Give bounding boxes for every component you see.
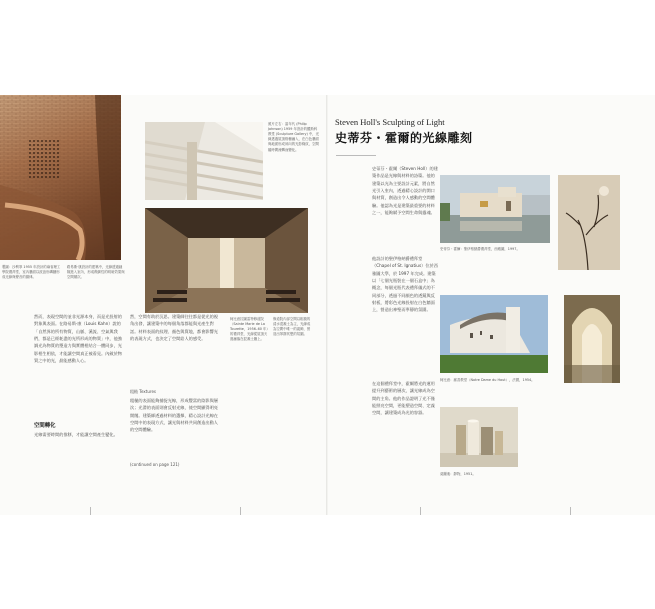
left-page bbox=[0, 95, 327, 515]
chapel-caption: 史蒂芬・霍爾：聖伊格納爵禮拜堂，西雅圖，1997。 bbox=[440, 247, 520, 251]
ronchamp-interior-photo bbox=[564, 295, 620, 383]
trim-mark bbox=[420, 507, 421, 515]
section-heading: 空間轉化 bbox=[34, 423, 56, 429]
trim-mark bbox=[240, 507, 241, 515]
brick-wall-photo bbox=[0, 95, 121, 260]
right-body-3: 在這個禮拜堂中，霍爾將光的運用提升到藝術的層次，讓光線成為空間的主角。他的作品證明了光不僅能照亮空間，更能塑造空間、定義空間，讓建築成為光的容器。 bbox=[372, 381, 435, 416]
right-body-1: 史蒂芬・霍爾（Steven Holl）的建築作品是光線與材料的詩篇。他的建築以光為主要設計元素，將自然光引入室內，透過精心設計的開口與材質，創造出令人感動的空間體驗。他認為光是建築最重要的材料之一，能夠賦予空間生命與靈魂。 bbox=[372, 166, 438, 216]
english-title: Steven Holl's Sculpting of Light bbox=[335, 117, 445, 127]
monastery-caption: 柯比意拉圖雷特修道院（Sainte Marie de La Tourette，1956–60 年）的禮拜堂，光線從屋頂天窗灑落在混凝土牆上。 bbox=[230, 317, 270, 342]
continued-note: (continued on page 121) bbox=[130, 462, 180, 467]
johnson-caption: 路易斯·康設計的建築中，光線透過縫隙進入室內，形成戲劇性的明暗效果與空間層次。 bbox=[67, 265, 125, 280]
sketch-photo bbox=[558, 175, 620, 270]
body-column-2: 然，空間有助於沉思。建築師往往都是從光的視角出發，讓建築中的每個角落都能與光產生對話。材料表面的紋理、顏色與質地，都會影響光的表現方式，也決定了空間給人的感受。 bbox=[130, 314, 218, 342]
ronchamp-photo bbox=[440, 295, 548, 373]
page-rule bbox=[336, 155, 376, 156]
book-spread bbox=[0, 95, 655, 515]
morandi-still-life-photo bbox=[440, 407, 518, 467]
monastery-caption-2: 修道院內部空間以粗糙的清水混凝土為主，光線成為空間中唯一的裝飾，營造出寧靜冥想的氛圍。 bbox=[273, 317, 311, 337]
morandi-caption: 莫蘭迪：靜物，1951。 bbox=[440, 472, 476, 476]
trim-mark bbox=[90, 507, 91, 515]
textures-heading: 粗糙 Textures bbox=[130, 389, 156, 394]
chapel-photo bbox=[440, 175, 550, 243]
gallery-light-photo bbox=[145, 122, 263, 200]
body-column-1: 然而，表現空間的並非光源本身，而是光投射的對象與表面。在路易斯·康（Louis Kahn）說的「自然界的所有物質，山脈、溪流、空氣與我們，都是已經耗盡的光所形成的物質」中，他強調光為物質的塑造力與實體相結合一體同步，光影相生相依，才能讓空間真正被看見。內斂於物質之中的光，最能感動人心。 bbox=[34, 314, 122, 364]
ronchamp-caption: 柯比意：廊香教堂（Notre Dame du Haut），法國，1954。 bbox=[440, 378, 535, 382]
body-column-2b: 粗糙的表面能夠捕捉光線，形成豐富的陰影與層次；光滑的表面則會反射光線，使空間顯得明亮開闊。建築師透過材料的選擇，精心設計光線在空間中的表現方式，讓光與材料共同創造出動人的空間體驗。 bbox=[130, 398, 218, 433]
trim-mark bbox=[570, 507, 571, 515]
right-body-2: 他設計的聖伊格納爵禮拜堂（Chapel of St. Ignatius）位於西雅圖大學，於 1997 年完成。建築以「七個光瓶裝在一個石盒中」為概念，每個光瓶代表禮拜儀式的不同部分，透過不同顏色的透鏡與反射板，將彩色光線投射在白色牆面上，營造出神聖而寧靜的氛圍。 bbox=[372, 256, 438, 313]
chinese-title: 史蒂芬・霍爾的光線雕刻 bbox=[335, 131, 473, 145]
body-column-1b: 光線需要時間的推移，才能讓空間產生變化。 bbox=[34, 432, 118, 437]
monastery-chapel-photo bbox=[145, 208, 308, 313]
right-page bbox=[328, 95, 655, 515]
gallery-caption: 照片左右：當年代 (Philip Johnson) 1959 年設計的羅斯科教堂 (Sculpture Gallery) 中，光線透過屋頂格柵灑入，在白色牆面與地面形成斜向的光影條紋，空間隨時間流轉而變化。 bbox=[268, 122, 320, 152]
brick-caption: 製圖：沙利寧 1955 年設計的麻省理工學院禮拜堂，室內牆面以波浪形磚牆形成光線與聲音的韻律。 bbox=[2, 265, 61, 280]
